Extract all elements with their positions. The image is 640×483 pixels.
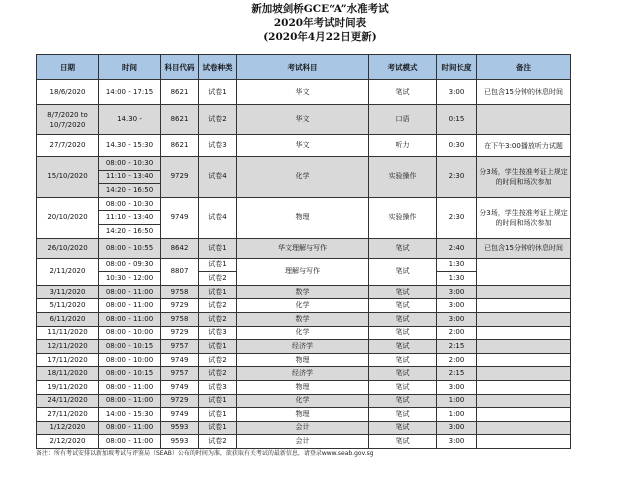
cell-subject: 化学 — [237, 157, 369, 198]
cell-time: 10:30 - 12:00 — [99, 272, 161, 286]
cell-time: 14:20 - 16:50 — [99, 224, 161, 238]
table-row — [37, 258, 571, 272]
cell-duration: 3:00 — [437, 435, 477, 449]
title-block — [0, 2, 640, 44]
cell-mode: 笔试 — [369, 340, 437, 354]
cell-paper: 试卷1 — [199, 340, 237, 354]
table-row — [37, 238, 571, 258]
cell-paper: 试卷3 — [199, 135, 237, 157]
title-line-2: 2020年考试时间表 — [273, 17, 367, 29]
cell-time: 14:00 - 15:30 — [99, 408, 161, 422]
cell-duration: 2:30 — [437, 157, 477, 198]
cell-subject: 物理 — [237, 380, 369, 394]
header-date: 日期 — [37, 55, 99, 80]
cell-time: 08:00 - 10:30 — [99, 157, 161, 171]
cell-subject: 物理 — [237, 197, 369, 238]
table-row — [37, 380, 571, 394]
cell-remarks — [477, 105, 571, 135]
cell-subject: 化学 — [237, 299, 369, 313]
cell-code: 9757 — [161, 340, 199, 354]
cell-date: 27/11/2020 — [37, 408, 99, 422]
cell-mode: 实验操作 — [369, 197, 437, 238]
cell-code: 9729 — [161, 326, 199, 340]
cell-time: 08:00 - 11:00 — [99, 299, 161, 313]
cell-date: 3/11/2020 — [37, 285, 99, 299]
cell-duration: 2:00 — [437, 326, 477, 340]
cell-code: 8807 — [161, 258, 199, 285]
cell-duration: 1:00 — [437, 394, 477, 408]
cell-date: 15/10/2020 — [37, 157, 99, 198]
cell-remarks: 分3场，学生按准考证上规定的时间和场次参加 — [477, 157, 571, 198]
cell-remarks: 已包含15分钟的休息时间 — [477, 80, 571, 105]
cell-time: 08:00 - 10:15 — [99, 367, 161, 381]
cell-time: 11:10 - 13:40 — [99, 211, 161, 225]
header-duration: 时间长度 — [437, 55, 477, 80]
cell-date: 2/12/2020 — [37, 435, 99, 449]
table-row — [37, 299, 571, 313]
table-row — [37, 285, 571, 299]
cell-code: 9758 — [161, 312, 199, 326]
cell-subject: 华文 — [237, 135, 369, 157]
cell-code: 9758 — [161, 285, 199, 299]
cell-paper: 试卷1 — [199, 394, 237, 408]
cell-mode: 笔试 — [369, 258, 437, 285]
cell-mode: 笔试 — [369, 421, 437, 435]
header-row — [37, 55, 571, 80]
cell-remarks: 在下午3:00播放听力试题 — [477, 135, 571, 157]
cell-date: 6/11/2020 — [37, 312, 99, 326]
cell-paper: 试卷1 — [199, 421, 237, 435]
cell-remarks — [477, 285, 571, 299]
cell-date: 12/11/2020 — [37, 340, 99, 354]
cell-duration: 3:00 — [437, 380, 477, 394]
cell-mode: 笔试 — [369, 435, 437, 449]
cell-code: 8621 — [161, 105, 199, 135]
table-row — [37, 135, 571, 157]
cell-code: 8621 — [161, 80, 199, 105]
cell-subject: 会计 — [237, 435, 369, 449]
cell-remarks — [477, 435, 571, 449]
cell-mode: 实验操作 — [369, 157, 437, 198]
cell-time: 08:00 - 10:55 — [99, 238, 161, 258]
cell-paper: 试卷1 — [199, 238, 237, 258]
cell-remarks — [477, 394, 571, 408]
cell-duration: 0:30 — [437, 135, 477, 157]
cell-paper: 试卷1 — [199, 408, 237, 422]
cell-code: 9593 — [161, 435, 199, 449]
cell-subject: 化学 — [237, 394, 369, 408]
cell-time: 11:10 - 13:40 — [99, 170, 161, 184]
cell-paper: 试卷2 — [199, 105, 237, 135]
cell-remarks — [477, 367, 571, 381]
cell-subject: 经济学 — [237, 340, 369, 354]
cell-date: 26/10/2020 — [37, 238, 99, 258]
table-row — [37, 312, 571, 326]
cell-code: 9729 — [161, 157, 199, 198]
cell-date: 8/7/2020 to 10/7/2020 — [37, 105, 99, 135]
cell-duration: 1:30 — [437, 258, 477, 272]
header-mode: 考试模式 — [369, 55, 437, 80]
cell-duration: 1:30 — [437, 272, 477, 286]
cell-remarks — [477, 380, 571, 394]
cell-subject: 华文理解与写作 — [237, 238, 369, 258]
footnote: 备注：所有考试安排以新加坡考试与评鉴局（SEAB）公布的时间为准，欲获取有关考试的最新信息，请登录www.seab.gov.sg — [36, 450, 374, 457]
cell-date: 24/11/2020 — [37, 394, 99, 408]
cell-date: 1/12/2020 — [37, 421, 99, 435]
cell-remarks — [477, 408, 571, 422]
cell-mode: 笔试 — [369, 238, 437, 258]
cell-time: 08:00 - 11:00 — [99, 312, 161, 326]
cell-time: 14:00 - 17:15 — [99, 80, 161, 105]
cell-paper: 试卷1 — [199, 80, 237, 105]
cell-time: 08:00 - 10:00 — [99, 353, 161, 367]
table-row — [37, 435, 571, 449]
header-time: 时间 — [99, 55, 161, 80]
cell-code: 9749 — [161, 353, 199, 367]
cell-paper: 试卷2 — [199, 367, 237, 381]
cell-time: 08:00 - 11:00 — [99, 435, 161, 449]
cell-duration: 3:00 — [437, 421, 477, 435]
cell-paper: 试卷1 — [199, 285, 237, 299]
cell-time: 08:00 - 10:15 — [99, 340, 161, 354]
cell-date: 20/10/2020 — [37, 197, 99, 238]
cell-duration: 3:00 — [437, 312, 477, 326]
cell-paper: 试卷2 — [199, 272, 237, 286]
cell-duration: 2:15 — [437, 367, 477, 381]
exam-schedule-table — [36, 54, 571, 449]
cell-paper: 试卷1 — [199, 258, 237, 272]
cell-remarks — [477, 299, 571, 313]
cell-remarks — [477, 258, 571, 285]
cell-time: 08:00 - 09:30 — [99, 258, 161, 272]
table-row — [37, 197, 571, 211]
table-row — [37, 421, 571, 435]
cell-mode: 笔试 — [369, 367, 437, 381]
cell-time: 08:00 - 10:30 — [99, 197, 161, 211]
cell-subject: 数学 — [237, 285, 369, 299]
cell-code: 9757 — [161, 367, 199, 381]
cell-remarks — [477, 326, 571, 340]
cell-subject: 华文 — [237, 80, 369, 105]
cell-paper: 试卷3 — [199, 380, 237, 394]
table-row — [37, 340, 571, 354]
cell-remarks — [477, 353, 571, 367]
cell-duration: 2:15 — [437, 340, 477, 354]
cell-mode: 笔试 — [369, 408, 437, 422]
table-row — [37, 367, 571, 381]
cell-subject: 化学 — [237, 326, 369, 340]
header-subject: 考试科目 — [237, 55, 369, 80]
cell-date: 18/6/2020 — [37, 80, 99, 105]
cell-duration: 3:00 — [437, 299, 477, 313]
cell-time: 08:00 - 10:00 — [99, 326, 161, 340]
cell-code: 9749 — [161, 197, 199, 238]
cell-paper: 试卷2 — [199, 435, 237, 449]
cell-paper: 试卷2 — [199, 312, 237, 326]
cell-date: 2/11/2020 — [37, 258, 99, 285]
header-paper: 试卷种类 — [199, 55, 237, 80]
cell-code: 9729 — [161, 299, 199, 313]
cell-date: 19/11/2020 — [37, 380, 99, 394]
cell-time: 14.30 - — [99, 105, 161, 135]
cell-duration: 0:15 — [437, 105, 477, 135]
cell-paper: 试卷2 — [199, 299, 237, 313]
cell-mode: 笔试 — [369, 299, 437, 313]
title-line-3: (2020年4月22日更新) — [263, 31, 377, 43]
cell-subject: 理解与写作 — [237, 258, 369, 285]
cell-mode: 笔试 — [369, 312, 437, 326]
table-row — [37, 326, 571, 340]
cell-mode: 笔试 — [369, 326, 437, 340]
table-row — [37, 157, 571, 171]
cell-paper: 试卷4 — [199, 157, 237, 198]
cell-time: 08:00 - 11:00 — [99, 285, 161, 299]
cell-date: 17/11/2020 — [37, 353, 99, 367]
cell-remarks — [477, 340, 571, 354]
cell-duration: 2:00 — [437, 353, 477, 367]
table-row — [37, 353, 571, 367]
header-remarks: 备注 — [477, 55, 571, 80]
cell-date: 11/11/2020 — [37, 326, 99, 340]
cell-duration: 3:00 — [437, 80, 477, 105]
table-row — [37, 105, 571, 135]
cell-time: 08:00 - 11:00 — [99, 380, 161, 394]
cell-time: 08:00 - 11:00 — [99, 394, 161, 408]
cell-remarks: 分3场，学生按准考证上规定的时间和场次参加 — [477, 197, 571, 238]
cell-code: 8621 — [161, 135, 199, 157]
cell-subject: 物理 — [237, 353, 369, 367]
cell-paper: 试卷3 — [199, 326, 237, 340]
cell-mode: 笔试 — [369, 380, 437, 394]
cell-mode: 笔试 — [369, 394, 437, 408]
cell-date: 5/11/2020 — [37, 299, 99, 313]
cell-duration: 2:30 — [437, 197, 477, 238]
cell-remarks — [477, 421, 571, 435]
table-row — [37, 394, 571, 408]
cell-code: 9593 — [161, 421, 199, 435]
cell-mode: 听力 — [369, 135, 437, 157]
cell-subject: 数学 — [237, 312, 369, 326]
cell-subject: 物理 — [237, 408, 369, 422]
cell-subject: 经济学 — [237, 367, 369, 381]
cell-duration: 3:00 — [437, 285, 477, 299]
cell-mode: 笔试 — [369, 353, 437, 367]
cell-duration: 2:40 — [437, 238, 477, 258]
cell-mode: 口语 — [369, 105, 437, 135]
cell-duration: 1:00 — [437, 408, 477, 422]
cell-code: 8642 — [161, 238, 199, 258]
cell-time: 14:20 - 16:50 — [99, 184, 161, 198]
cell-subject: 华文 — [237, 105, 369, 135]
cell-code: 9729 — [161, 394, 199, 408]
header-code: 科目代码 — [161, 55, 199, 80]
cell-paper: 试卷2 — [199, 353, 237, 367]
cell-subject: 会计 — [237, 421, 369, 435]
title-line-1: 新加坡剑桥GCE“A”水准考试 — [251, 3, 389, 15]
cell-mode: 笔试 — [369, 285, 437, 299]
table-row — [37, 408, 571, 422]
cell-remarks: 已包含15分钟的休息时间 — [477, 238, 571, 258]
table-row — [37, 80, 571, 105]
cell-code: 9749 — [161, 408, 199, 422]
cell-time: 08:00 - 11:00 — [99, 421, 161, 435]
cell-mode: 笔试 — [369, 80, 437, 105]
cell-code: 9749 — [161, 380, 199, 394]
cell-remarks — [477, 312, 571, 326]
cell-time: 14.30 - 15:30 — [99, 135, 161, 157]
cell-paper: 试卷4 — [199, 197, 237, 238]
cell-date: 18/11/2020 — [37, 367, 99, 381]
cell-date: 27/7/2020 — [37, 135, 99, 157]
